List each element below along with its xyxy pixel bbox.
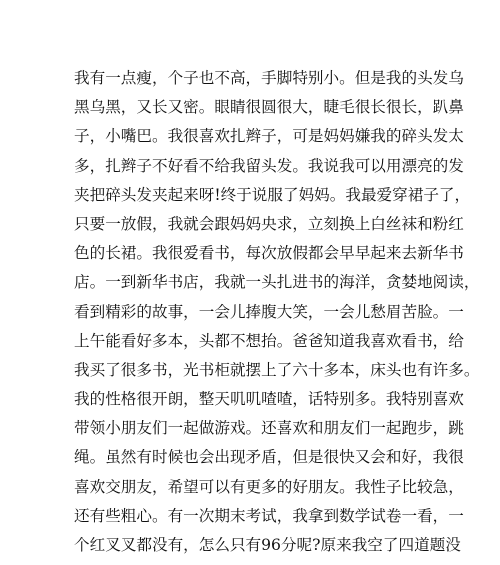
text-line: 夹把碎头发夹起来呀!终于说服了妈妈。我最爱穿裙子了， xyxy=(74,185,471,204)
text-line: 上午能看好多本，头都不想抬。爸爸知道我喜欢看书，给 xyxy=(74,331,464,350)
text-line: 黑乌黑，又长又密。眼睛很圆很大，睫毛很长很长，趴鼻 xyxy=(74,98,464,117)
text-line: 还有些粗心。有一次期末考试，我拿到数学试卷一看，一 xyxy=(74,506,464,525)
text-line: 我有一点瘦，个子也不高，手脚特别小。但是我的头发乌 xyxy=(74,69,464,87)
text-line: 喜欢交朋友，希望可以有更多的好朋友。我性子比较急， xyxy=(74,477,464,496)
text-line: 绳。虽然有时候也会出现矛盾，但是很快又会和好，我很 xyxy=(74,448,464,467)
text-line: 店。一到新华书店，我就一头扎进书的海洋，贪婪地阅读， xyxy=(74,273,480,292)
text-line: 个红叉叉都没有，怎么只有96分呢?原来我空了四道题没 xyxy=(74,536,461,554)
text-line: 我买了很多书，光书柜就摆上了六十多本，床头也有许多。 xyxy=(74,360,480,379)
body-paragraph xyxy=(74,64,480,560)
text-line: 多，扎辫子不好看不给我留头发。我说我可以用漂亮的发 xyxy=(74,156,464,175)
text-line: 色的长裙。我很爱看书，每次放假都会早早起来去新华书 xyxy=(74,244,464,263)
text-line: 子，小嘴巴。我很喜欢扎辫子，可是妈妈嫌我的碎头发太 xyxy=(74,127,464,146)
text-line: 带领小朋友们一起做游戏。还喜欢和朋友们一起跑步，跳 xyxy=(74,419,464,438)
text-line: 看到精彩的故事，一会儿捧腹大笑，一会儿愁眉苦脸。一 xyxy=(74,302,464,321)
text-line: 只要一放假，我就会跟妈妈央求，立刻换上白丝袜和粉红 xyxy=(74,214,464,233)
text-line: 我的性格很开朗，整天叽叽喳喳，话特别多。我特别喜欢 xyxy=(74,390,464,409)
